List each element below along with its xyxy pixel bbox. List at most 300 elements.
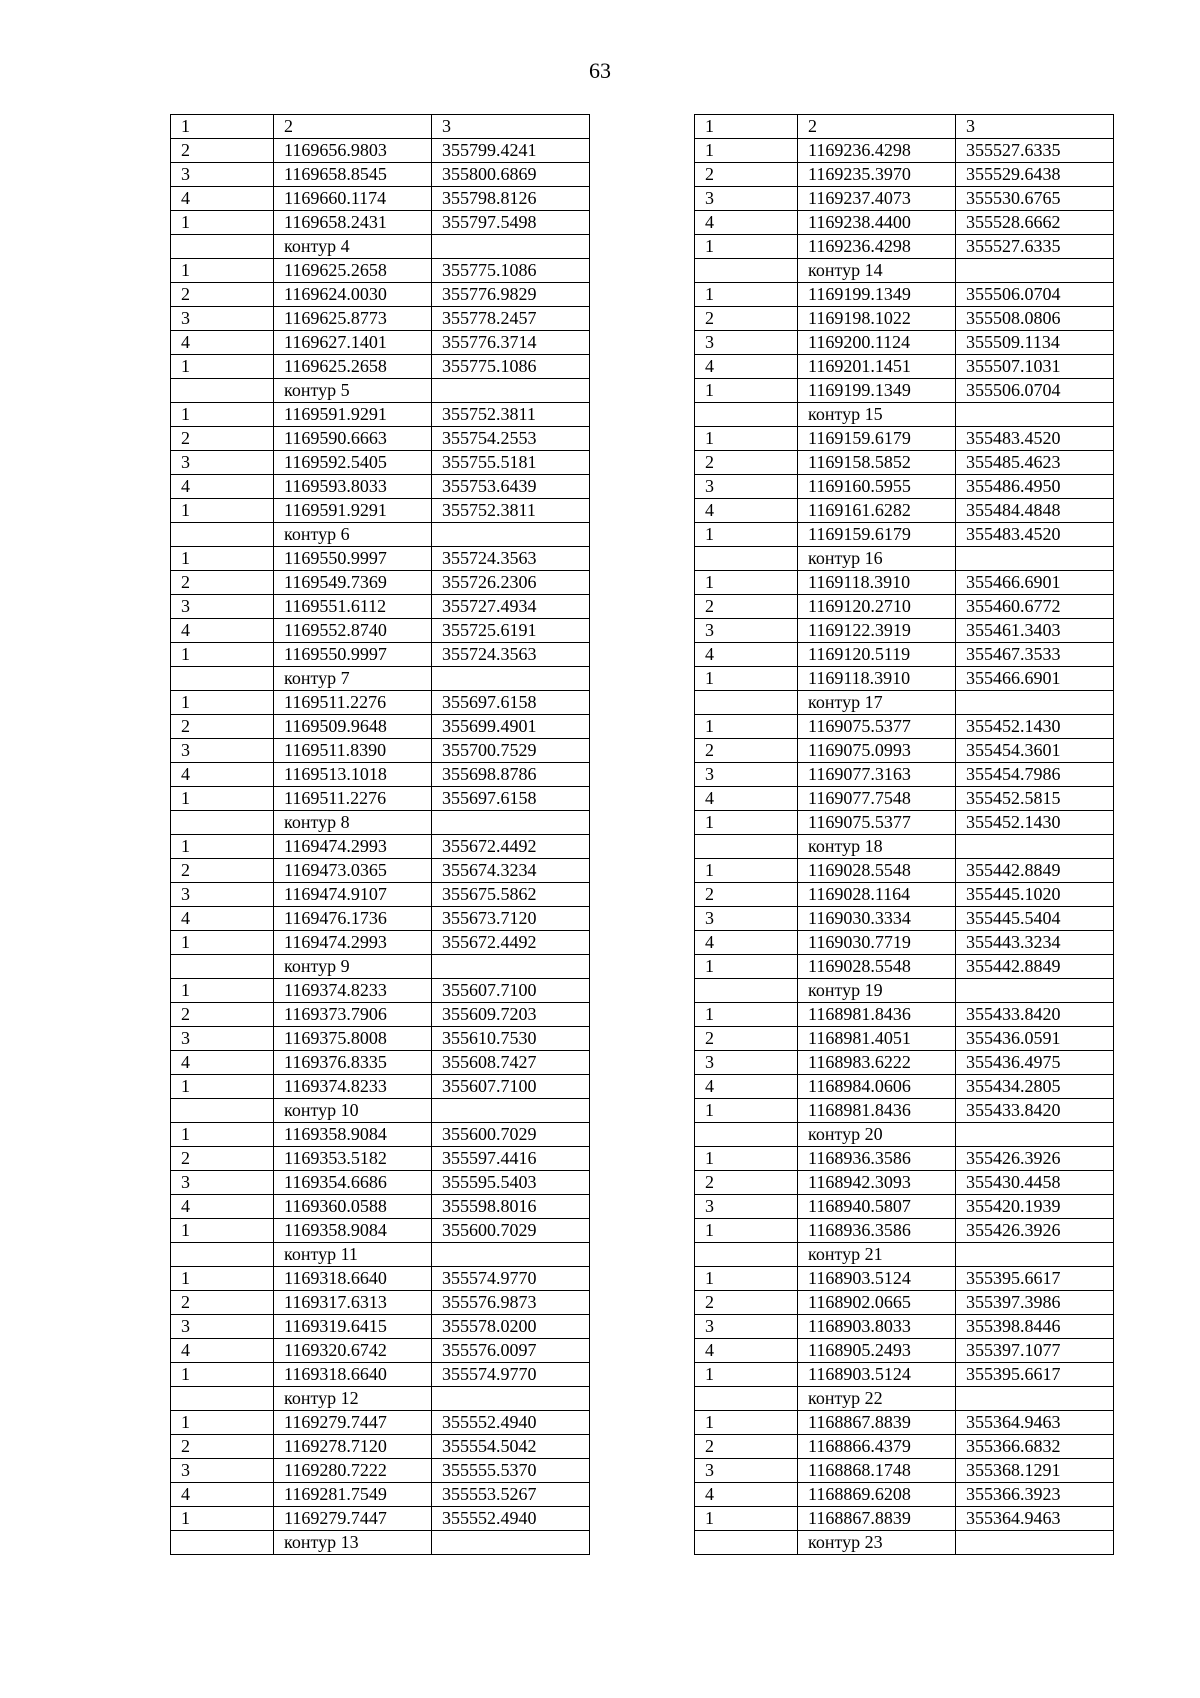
x-coordinate-cell: 1169660.1174 <box>274 187 432 211</box>
x-coordinate-cell: контур 7 <box>274 667 432 691</box>
table-row <box>171 1411 590 1435</box>
table-row <box>171 739 590 763</box>
table-row <box>171 307 590 331</box>
point-number-cell: 1 <box>171 931 274 955</box>
point-number-cell <box>171 379 274 403</box>
table-row <box>171 211 590 235</box>
table-row <box>171 499 590 523</box>
y-coordinate-cell: 355675.5862 <box>432 883 590 907</box>
point-number-cell: 3 <box>171 451 274 475</box>
point-number-cell: 1 <box>171 259 274 283</box>
x-coordinate-cell: 1169236.4298 <box>798 139 956 163</box>
point-number-cell: 3 <box>171 307 274 331</box>
x-coordinate-cell: 1169077.3163 <box>798 763 956 787</box>
table-row <box>171 163 590 187</box>
x-coordinate-cell: 1168867.8839 <box>798 1507 956 1531</box>
contour-header-row <box>695 691 1114 715</box>
y-coordinate-cell: 355426.3926 <box>956 1147 1114 1171</box>
y-coordinate-cell <box>432 1099 590 1123</box>
y-coordinate-cell: 355778.2457 <box>432 307 590 331</box>
x-coordinate-cell: 1169279.7447 <box>274 1507 432 1531</box>
contour-header-row <box>171 955 590 979</box>
x-coordinate-cell: 1169624.0030 <box>274 283 432 307</box>
table-row <box>171 1459 590 1483</box>
table-row <box>695 211 1114 235</box>
y-coordinate-cell: 355755.5181 <box>432 451 590 475</box>
y-coordinate-cell: 355700.7529 <box>432 739 590 763</box>
y-coordinate-cell <box>432 379 590 403</box>
y-coordinate-cell <box>956 1531 1114 1555</box>
table-row <box>171 691 590 715</box>
point-number-cell: 4 <box>171 1195 274 1219</box>
y-coordinate-cell <box>956 259 1114 283</box>
point-number-cell: 4 <box>695 355 798 379</box>
point-number-cell: 1 <box>695 1363 798 1387</box>
point-number-cell: 1 <box>171 1507 274 1531</box>
y-coordinate-cell <box>956 1243 1114 1267</box>
point-number-cell <box>171 523 274 547</box>
table-row <box>695 1219 1114 1243</box>
table-row <box>171 619 590 643</box>
table-row <box>695 667 1114 691</box>
table-row <box>695 811 1114 835</box>
table-row <box>695 1099 1114 1123</box>
y-coordinate-cell: 355600.7029 <box>432 1219 590 1243</box>
point-number-cell: 4 <box>695 1075 798 1099</box>
table-row <box>171 1027 590 1051</box>
y-coordinate-cell: 355697.6158 <box>432 787 590 811</box>
point-number-cell: 2 <box>695 451 798 475</box>
point-number-cell: 1 <box>171 643 274 667</box>
y-coordinate-cell: 355674.3234 <box>432 859 590 883</box>
x-coordinate-cell: 1169028.1164 <box>798 883 956 907</box>
point-number-cell <box>171 811 274 835</box>
table-row <box>695 331 1114 355</box>
point-number-cell: 1 <box>695 1219 798 1243</box>
table-row <box>695 619 1114 643</box>
x-coordinate-cell: 1169358.9084 <box>274 1123 432 1147</box>
y-coordinate-cell: 355725.6191 <box>432 619 590 643</box>
y-coordinate-cell: 355555.5370 <box>432 1459 590 1483</box>
y-coordinate-cell: 355483.4520 <box>956 427 1114 451</box>
x-coordinate-cell: 1169590.6663 <box>274 427 432 451</box>
y-coordinate-cell <box>432 811 590 835</box>
table-row <box>695 787 1114 811</box>
point-number-cell: 2 <box>695 1291 798 1315</box>
x-coordinate-cell: 1169375.8008 <box>274 1027 432 1051</box>
point-number-cell: 4 <box>695 499 798 523</box>
table-row <box>695 115 1114 139</box>
point-number-cell: 2 <box>695 1435 798 1459</box>
table-row <box>171 1291 590 1315</box>
point-number-cell: 1 <box>171 1123 274 1147</box>
x-coordinate-cell: 1169160.5955 <box>798 475 956 499</box>
point-number-cell: 1 <box>695 235 798 259</box>
y-coordinate-cell: 355434.2805 <box>956 1075 1114 1099</box>
point-number-cell: 1 <box>171 1219 274 1243</box>
x-coordinate-cell: контур 17 <box>798 691 956 715</box>
y-coordinate-cell <box>432 1531 590 1555</box>
point-number-cell: 1 <box>695 667 798 691</box>
contour-header-row <box>695 835 1114 859</box>
table-row <box>695 475 1114 499</box>
point-number-cell: 1 <box>171 787 274 811</box>
y-coordinate-cell: 355529.6438 <box>956 163 1114 187</box>
point-number-cell: 1 <box>171 691 274 715</box>
point-number-cell <box>171 955 274 979</box>
y-coordinate-cell: 355436.4975 <box>956 1051 1114 1075</box>
y-coordinate-cell: 355443.3234 <box>956 931 1114 955</box>
table-row <box>695 1267 1114 1291</box>
table-row <box>171 1195 590 1219</box>
table-row <box>171 907 590 931</box>
y-coordinate-cell: 355528.6662 <box>956 211 1114 235</box>
table-row <box>695 1339 1114 1363</box>
point-number-cell: 3 <box>695 187 798 211</box>
x-coordinate-cell: 1169474.2993 <box>274 931 432 955</box>
y-coordinate-cell: 355433.8420 <box>956 1099 1114 1123</box>
x-coordinate-cell: 1169549.7369 <box>274 571 432 595</box>
point-number-cell: 2 <box>171 1291 274 1315</box>
point-number-cell: 2 <box>171 1147 274 1171</box>
x-coordinate-cell: 1168866.4379 <box>798 1435 956 1459</box>
y-coordinate-cell: 355442.8849 <box>956 955 1114 979</box>
y-coordinate-cell: 355672.4492 <box>432 931 590 955</box>
x-coordinate-cell: 1169161.6282 <box>798 499 956 523</box>
x-coordinate-cell: 1169236.4298 <box>798 235 956 259</box>
y-coordinate-cell: 355484.4848 <box>956 499 1114 523</box>
table-row <box>695 307 1114 331</box>
y-coordinate-cell: 355752.3811 <box>432 499 590 523</box>
contour-header-row <box>695 1123 1114 1147</box>
y-coordinate-cell: 355527.6335 <box>956 139 1114 163</box>
x-coordinate-cell: 1168936.3586 <box>798 1219 956 1243</box>
table-row <box>171 979 590 1003</box>
table-row <box>695 907 1114 931</box>
table-row <box>171 259 590 283</box>
x-coordinate-cell: 1169319.6415 <box>274 1315 432 1339</box>
table-row <box>171 187 590 211</box>
x-coordinate-cell: 1169201.1451 <box>798 355 956 379</box>
point-number-cell <box>171 1531 274 1555</box>
table-row <box>695 1171 1114 1195</box>
y-coordinate-cell: 355467.3533 <box>956 643 1114 667</box>
point-number-cell: 3 <box>171 595 274 619</box>
x-coordinate-cell: 1169118.3910 <box>798 667 956 691</box>
contour-header-row <box>171 379 590 403</box>
x-coordinate-cell: 1168905.2493 <box>798 1339 956 1363</box>
y-coordinate-cell: 355452.5815 <box>956 787 1114 811</box>
table-row <box>695 1315 1114 1339</box>
point-number-cell: 1 <box>695 1003 798 1027</box>
point-number-cell: 3 <box>695 907 798 931</box>
y-coordinate-cell: 355554.5042 <box>432 1435 590 1459</box>
x-coordinate-cell: 1169593.8033 <box>274 475 432 499</box>
x-coordinate-cell: 1168902.0665 <box>798 1291 956 1315</box>
y-coordinate-cell: 355576.9873 <box>432 1291 590 1315</box>
point-number-cell: 1 <box>695 379 798 403</box>
table-row <box>171 115 590 139</box>
y-coordinate-cell: 355753.6439 <box>432 475 590 499</box>
contour-header-row <box>695 1243 1114 1267</box>
x-coordinate-cell: 1168981.8436 <box>798 1099 956 1123</box>
x-coordinate-cell: контур 5 <box>274 379 432 403</box>
y-coordinate-cell: 355727.4934 <box>432 595 590 619</box>
x-coordinate-cell: 1169509.9648 <box>274 715 432 739</box>
table-row <box>171 1435 590 1459</box>
x-coordinate-cell: 1168981.8436 <box>798 1003 956 1027</box>
y-coordinate-cell: 355607.7100 <box>432 1075 590 1099</box>
table-row <box>171 427 590 451</box>
y-coordinate-cell: 355461.3403 <box>956 619 1114 643</box>
y-coordinate-cell: 355454.7986 <box>956 763 1114 787</box>
y-coordinate-cell: 355486.4950 <box>956 475 1114 499</box>
table-row <box>695 523 1114 547</box>
y-coordinate-cell <box>432 1243 590 1267</box>
x-coordinate-cell: 1169627.1401 <box>274 331 432 355</box>
x-coordinate-cell: 1168869.6208 <box>798 1483 956 1507</box>
table-row <box>695 1435 1114 1459</box>
table-row <box>695 187 1114 211</box>
point-number-cell: 2 <box>171 859 274 883</box>
x-coordinate-cell: 1169077.7548 <box>798 787 956 811</box>
table-row <box>171 571 590 595</box>
y-coordinate-cell: 355398.8446 <box>956 1315 1114 1339</box>
contour-header-row <box>171 667 590 691</box>
table-row <box>171 403 590 427</box>
x-coordinate-cell: контур 20 <box>798 1123 956 1147</box>
table-row <box>171 883 590 907</box>
point-number-cell: 4 <box>171 187 274 211</box>
table-row <box>695 1411 1114 1435</box>
point-number-cell <box>695 403 798 427</box>
y-coordinate-cell: 355433.8420 <box>956 1003 1114 1027</box>
x-coordinate-cell: контур 13 <box>274 1531 432 1555</box>
point-number-cell: 2 <box>695 883 798 907</box>
x-coordinate-cell: 1169625.2658 <box>274 355 432 379</box>
y-coordinate-cell: 355466.6901 <box>956 571 1114 595</box>
y-coordinate-cell <box>956 403 1114 427</box>
y-coordinate-cell: 355754.2553 <box>432 427 590 451</box>
table-row <box>695 571 1114 595</box>
table-row <box>171 475 590 499</box>
y-coordinate-cell: 355607.7100 <box>432 979 590 1003</box>
x-coordinate-cell: 1169198.1022 <box>798 307 956 331</box>
x-coordinate-cell: 1169278.7120 <box>274 1435 432 1459</box>
x-coordinate-cell: 1168984.0606 <box>798 1075 956 1099</box>
table-row <box>695 1147 1114 1171</box>
y-coordinate-cell: 355673.7120 <box>432 907 590 931</box>
point-number-cell <box>695 979 798 1003</box>
x-coordinate-cell: 1169120.5119 <box>798 643 956 667</box>
y-coordinate-cell: 355366.6832 <box>956 1435 1114 1459</box>
x-coordinate-cell: 1169374.8233 <box>274 979 432 1003</box>
y-coordinate-cell <box>956 1123 1114 1147</box>
x-coordinate-cell: контур 21 <box>798 1243 956 1267</box>
point-number-cell <box>695 1387 798 1411</box>
y-coordinate-cell: 355609.7203 <box>432 1003 590 1027</box>
y-coordinate-cell: 355452.1430 <box>956 715 1114 739</box>
table-row <box>695 355 1114 379</box>
x-coordinate-cell: 1169279.7447 <box>274 1411 432 1435</box>
x-coordinate-cell: 1169473.0365 <box>274 859 432 883</box>
point-number-cell: 4 <box>695 787 798 811</box>
x-coordinate-cell: 1168903.5124 <box>798 1267 956 1291</box>
table-row <box>695 739 1114 763</box>
x-coordinate-cell: 1169122.3919 <box>798 619 956 643</box>
y-coordinate-cell: 355699.4901 <box>432 715 590 739</box>
point-number-cell <box>171 1387 274 1411</box>
table-row <box>171 451 590 475</box>
y-coordinate-cell: 355436.0591 <box>956 1027 1114 1051</box>
point-number-cell: 4 <box>171 1051 274 1075</box>
y-coordinate-cell: 355397.1077 <box>956 1339 1114 1363</box>
table-row <box>695 1003 1114 1027</box>
y-coordinate-cell: 355445.5404 <box>956 907 1114 931</box>
point-number-cell: 3 <box>695 331 798 355</box>
x-coordinate-cell: 1169658.8545 <box>274 163 432 187</box>
table-row <box>171 1147 590 1171</box>
point-number-cell: 2 <box>171 1435 274 1459</box>
table-row <box>171 1075 590 1099</box>
y-coordinate-cell <box>956 547 1114 571</box>
x-coordinate-cell: 1169159.6179 <box>798 523 956 547</box>
table-row <box>171 1219 590 1243</box>
y-coordinate-cell: 355600.7029 <box>432 1123 590 1147</box>
y-coordinate-cell: 355506.0704 <box>956 283 1114 307</box>
coordinates-table-left <box>170 114 590 1555</box>
x-coordinate-cell: 1169120.2710 <box>798 595 956 619</box>
x-coordinate-cell: контур 19 <box>798 979 956 1003</box>
point-number-cell: 1 <box>171 499 274 523</box>
y-coordinate-cell: 355485.4623 <box>956 451 1114 475</box>
point-number-cell: 4 <box>695 931 798 955</box>
point-number-cell: 1 <box>171 211 274 235</box>
point-number-cell: 3 <box>695 1195 798 1219</box>
point-number-cell: 1 <box>171 115 274 139</box>
y-coordinate-cell: 355395.6617 <box>956 1267 1114 1291</box>
point-number-cell: 1 <box>695 811 798 835</box>
y-coordinate-cell: 355426.3926 <box>956 1219 1114 1243</box>
x-coordinate-cell: контур 15 <box>798 403 956 427</box>
y-coordinate-cell: 355507.1031 <box>956 355 1114 379</box>
y-coordinate-cell: 355527.6335 <box>956 235 1114 259</box>
y-coordinate-cell <box>956 1387 1114 1411</box>
y-coordinate-cell: 355698.8786 <box>432 763 590 787</box>
point-number-cell: 3 <box>695 1315 798 1339</box>
x-coordinate-cell: контур 10 <box>274 1099 432 1123</box>
point-number-cell: 4 <box>171 1483 274 1507</box>
table-row <box>695 499 1114 523</box>
x-coordinate-cell: 1169118.3910 <box>798 571 956 595</box>
table-row <box>695 1459 1114 1483</box>
x-coordinate-cell: 1169358.9084 <box>274 1219 432 1243</box>
table-row <box>171 787 590 811</box>
contour-header-row <box>695 1531 1114 1555</box>
x-coordinate-cell: 1169199.1349 <box>798 283 956 307</box>
y-coordinate-cell <box>432 523 590 547</box>
x-coordinate-cell: 1169474.2993 <box>274 835 432 859</box>
x-coordinate-cell: 1169237.4073 <box>798 187 956 211</box>
point-number-cell: 1 <box>695 523 798 547</box>
table-row <box>171 355 590 379</box>
y-coordinate-cell <box>432 235 590 259</box>
table-row <box>695 139 1114 163</box>
x-coordinate-cell: 1169318.6640 <box>274 1267 432 1291</box>
point-number-cell <box>695 547 798 571</box>
y-coordinate-cell <box>432 667 590 691</box>
x-coordinate-cell: 2 <box>798 115 956 139</box>
point-number-cell: 1 <box>171 835 274 859</box>
point-number-cell <box>171 1099 274 1123</box>
point-number-cell: 1 <box>695 1099 798 1123</box>
point-number-cell: 1 <box>695 1507 798 1531</box>
table-row <box>695 1027 1114 1051</box>
x-coordinate-cell: 1169159.6179 <box>798 427 956 451</box>
point-number-cell: 2 <box>171 427 274 451</box>
point-number-cell: 1 <box>695 283 798 307</box>
table-row <box>171 1267 590 1291</box>
y-coordinate-cell <box>956 835 1114 859</box>
point-number-cell <box>171 235 274 259</box>
table-row <box>171 331 590 355</box>
x-coordinate-cell: 1169511.2276 <box>274 691 432 715</box>
x-coordinate-cell: 1168981.4051 <box>798 1027 956 1051</box>
point-number-cell: 1 <box>171 1411 274 1435</box>
contour-header-row <box>171 1099 590 1123</box>
table-row <box>695 595 1114 619</box>
point-number-cell: 1 <box>695 715 798 739</box>
contour-header-row <box>171 1387 590 1411</box>
point-number-cell: 2 <box>171 715 274 739</box>
x-coordinate-cell: 1169280.7222 <box>274 1459 432 1483</box>
y-coordinate-cell: 355397.3986 <box>956 1291 1114 1315</box>
point-number-cell: 2 <box>171 571 274 595</box>
point-number-cell: 4 <box>171 1339 274 1363</box>
y-coordinate-cell: 355420.1939 <box>956 1195 1114 1219</box>
table-row <box>695 1483 1114 1507</box>
point-number-cell: 4 <box>171 763 274 787</box>
y-coordinate-cell: 355726.2306 <box>432 571 590 595</box>
y-coordinate-cell: 355445.1020 <box>956 883 1114 907</box>
table-row <box>171 1315 590 1339</box>
table-row <box>695 1195 1114 1219</box>
x-coordinate-cell: 1168868.1748 <box>798 1459 956 1483</box>
point-number-cell: 1 <box>171 355 274 379</box>
y-coordinate-cell: 355506.0704 <box>956 379 1114 403</box>
point-number-cell: 4 <box>171 907 274 931</box>
table-row <box>171 931 590 955</box>
contour-header-row <box>171 235 590 259</box>
table-row <box>171 1507 590 1531</box>
table-row <box>171 715 590 739</box>
x-coordinate-cell: 1169030.7719 <box>798 931 956 955</box>
table-row <box>171 1363 590 1387</box>
y-coordinate-cell: 355364.9463 <box>956 1411 1114 1435</box>
x-coordinate-cell: 1169373.7906 <box>274 1003 432 1027</box>
table-row <box>695 1075 1114 1099</box>
point-number-cell <box>171 1243 274 1267</box>
page-number: 63 <box>589 58 611 83</box>
x-coordinate-cell: 1169075.5377 <box>798 715 956 739</box>
y-coordinate-cell: 355364.9463 <box>956 1507 1114 1531</box>
y-coordinate-cell: 355775.1086 <box>432 355 590 379</box>
table-row <box>695 235 1114 259</box>
point-number-cell: 3 <box>695 763 798 787</box>
table-row <box>695 1507 1114 1531</box>
table-row <box>695 283 1114 307</box>
y-coordinate-cell: 355797.5498 <box>432 211 590 235</box>
